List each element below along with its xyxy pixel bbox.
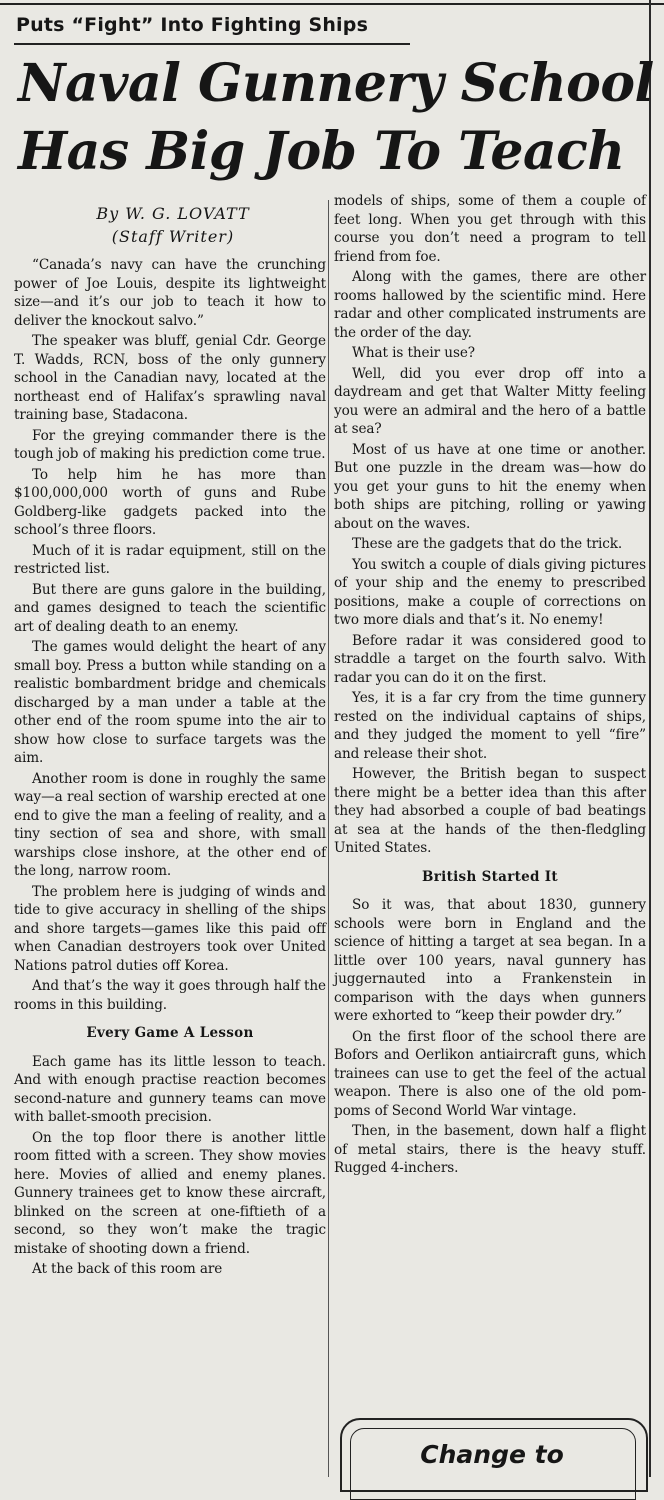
column-edge-rule	[649, 0, 651, 1477]
paragraph: And that’s the way it goes through half the rooms in this building.	[14, 978, 326, 1013]
paragraph: On the top floor there is another little room fitted with a screen. They show movies here. Movies of allied and enemy planes. Gunnery trainees get to know these aircraft, blinked on the screen at one-fiftieth of a second, so they won’t make the tragic mistake of shooting down a friend.	[14, 1129, 326, 1257]
byline-author: By W. G. LOVATT	[96, 204, 250, 223]
paragraph: models of ships, some of them a couple of feet long. When you get through with this course you don’t need a program to tell friend from foe.	[334, 193, 646, 265]
paragraph: Then, in the basement, down half a flight of metal stairs, there is the heavy stuff. Rugged 4-inchers.	[334, 1123, 646, 1176]
paragraph: Well, did you ever drop off into a daydream and get that Walter Mitty feeling you were an admiral and the hero of a battle at sea?	[334, 365, 646, 437]
kicker-underline	[14, 43, 410, 45]
top-rule	[0, 3, 664, 5]
article-column-2	[334, 192, 646, 1180]
paragraph: These are the gadgets that do the trick.	[352, 536, 623, 552]
paragraph: Yes, it is a far cry from the time gunnery rested on the individual captains of ships, and they judged the moment to yell “fire” and release their shot.	[334, 690, 646, 762]
paragraph: The speaker was bluff, genial Cdr. George T. Wadds, RCN, boss of the only gunnery school in the Canadian navy, located at the northeast end of Halifax’s sprawling naval training base, Stadacona.	[14, 333, 326, 423]
paragraph: So it was, that about 1830, gunnery schools were born in England and the science of hitting a target at sea began. In a little over 100 years, naval gunnery has juggernauted into a Frankenstein in comparison with the days when gunners were exhorted to “keep their powder dry.”	[334, 897, 646, 1024]
paragraph: At the back of this room are	[32, 1261, 223, 1277]
column-divider	[328, 200, 329, 1477]
paragraph: “Canada’s navy can have the crunching power of Joe Louis, despite its lightweight size—and it’s our job to teach it how to deliver the knockout salvo.”	[14, 257, 326, 329]
paragraph: Along with the games, there are other rooms hallowed by the scientific mind. Here radar and other complicated instruments are the order of the day.	[334, 269, 646, 341]
paragraph: Another room is done in roughly the same way—a real section of warship erected at one end to give the man a feeling of reality, and a tiny section of sea and shore, with small warships close inshore, at the other end of the long, narrow room.	[14, 770, 326, 879]
paragraph: What is their use?	[352, 345, 475, 361]
byline	[78, 202, 268, 248]
paragraph: Most of us have at one time or another. But one puzzle in the dream was—how do you get your guns to hit the enemy when both ships are pitching, rolling or yawing about on the waves.	[334, 441, 646, 532]
paragraph: Before radar it was considered good to straddle a target on the fourth salvo. With radar you can do it on the first.	[334, 632, 646, 686]
boxed-ad-title: Change to	[420, 1440, 564, 1469]
paragraph: To help him he has more than $100,000,000 worth of guns and Rube Goldberg-like gadgets packed into the school’s three floors.	[14, 466, 326, 538]
paragraph: Each game has its little lesson to teach. And with enough practise reaction becomes second-nature and gunnery teams can move with ballet-smooth precision.	[14, 1053, 326, 1125]
paragraph: The games would delight the heart of any small boy. Press a button while standing on a realistic bombardment bridge and chemicals discharged by a man under a table at the other end of the room spume into the air to show how close to surface targets was the aim.	[14, 639, 326, 766]
paragraph: The problem here is judging of winds and tide to give accuracy in shelling of the ships and shore targets—games like this paid off when Canadian destroyers took over United Nations patrol duties off Korea.	[14, 883, 326, 974]
paragraph: For the greying commander there is the tough job of making his prediction come true.	[14, 427, 326, 462]
headline-line-1: Naval Gunnery School	[18, 53, 654, 114]
subheading: British Started It	[422, 868, 558, 885]
article-kicker: Puts “Fight” Into Fighting Ships	[16, 14, 369, 36]
subheading: Every Game A Lesson	[86, 1025, 254, 1041]
paragraph: However, the British began to suspect there might be a better idea than this after they had absorbed a couple of bad beatings at sea at the hands of the then-fledgling United States.	[334, 766, 646, 856]
byline-role: (Staff Writer)	[111, 227, 235, 246]
paragraph: On the first floor of the school there are Bofors and Oerlikon antiaircraft guns, which trainees can use to get the feel of the actual weapon. There is also one of the old pom-poms of Second World War vintage.	[334, 1028, 646, 1119]
article-column-1	[14, 256, 326, 1281]
paragraph: Much of it is radar equipment, still on the restricted list.	[14, 542, 326, 577]
headline-line-2: Has Big Job To Teach	[18, 121, 625, 182]
paragraph: You switch a couple of dials giving pictures of your ship and the enemy to prescribed positions, make a couple of corrections on two more dials and that’s it. No enemy!	[334, 556, 646, 628]
paragraph: But there are guns galore in the building, and games designed to teach the scientific art of dealing death to an enemy.	[14, 581, 326, 635]
